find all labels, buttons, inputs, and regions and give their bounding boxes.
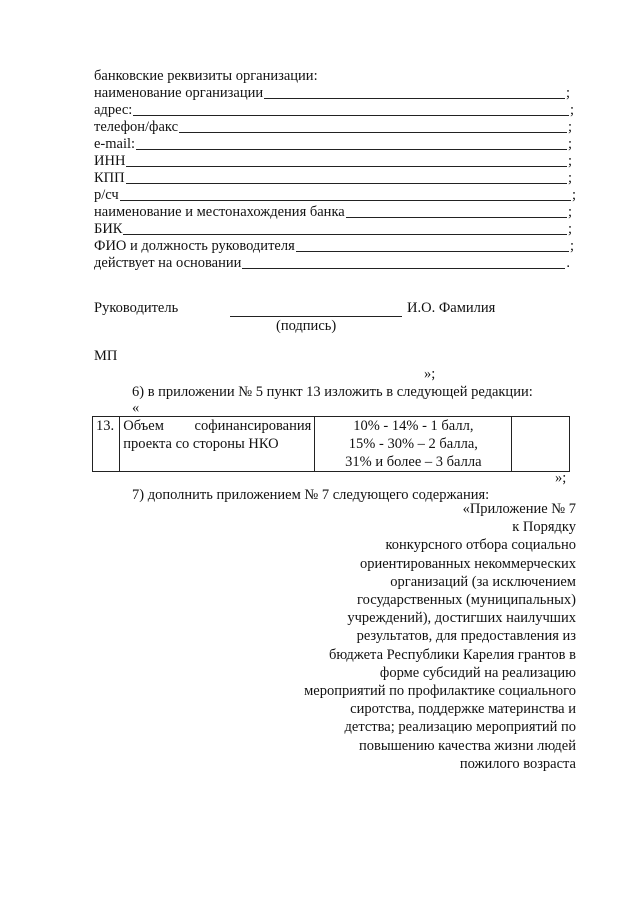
item6-text: 6) в приложении № 5 пункт 13 изложить в следующей редакции:: [132, 384, 533, 400]
appendix-line: государственных (муниципальных): [357, 592, 576, 609]
appendix-line: к Порядку: [512, 519, 576, 536]
signature-line: [230, 316, 402, 317]
requisite-fill-line: [346, 216, 567, 218]
requisite-field-end: ;: [567, 170, 572, 186]
score-line: 31% и более – 3 балла: [345, 454, 482, 470]
requisite-field-end: ;: [571, 187, 576, 203]
appendix-line: учреждений), достигших наилучших: [347, 610, 576, 627]
criteria-table: [92, 416, 570, 472]
appendix-line: ориентированных некоммерческих: [359, 555, 576, 572]
signature-caption: (подпись): [276, 318, 337, 334]
criterion-word-2: софинансирования: [194, 418, 312, 434]
item6-close-quote: »;: [555, 470, 567, 486]
item7-text: 7) дополнить приложением № 7 следующего содержания:: [132, 487, 490, 503]
requisite-field-end: ;: [567, 119, 572, 135]
appendix-line: пожилого возраста: [459, 755, 576, 772]
appendix-line: результатов, для предоставления из: [356, 628, 576, 645]
requisite-field-label: ИНН: [94, 153, 126, 169]
appendix-line: сиротства, поддержке материнства и: [350, 701, 576, 718]
requisite-fill-line: [136, 148, 567, 150]
criterion-line-2: проекта со стороны НКО: [123, 436, 279, 452]
requisite-field-label: адрес:: [94, 102, 133, 118]
requisite-field-end: ;: [569, 238, 574, 254]
requisite-field-row: [94, 170, 572, 187]
requisite-fill-line: [120, 199, 571, 201]
requisite-field-label: р/сч: [94, 187, 119, 203]
requisite-field-end: ;: [569, 102, 574, 118]
appendix-line: детства; реализацию мероприятий по: [344, 719, 576, 736]
appendix-line: повышению качества жизни людей: [359, 737, 576, 754]
requisite-field-row: [94, 119, 572, 136]
requisite-field-label: действует на основании: [94, 255, 242, 271]
requisite-field-row: [94, 85, 570, 102]
requisite-field-label: КПП: [94, 170, 125, 186]
requisite-field-end: ;: [567, 204, 572, 220]
appendix-line: форме субсидий на реализацию: [379, 664, 576, 681]
stamp-label: МП: [94, 348, 118, 364]
requisite-fill-line: [126, 165, 567, 167]
appendix-header: [304, 500, 576, 773]
requisite-field-label: телефон/факс: [94, 119, 179, 135]
signature-name: И.О. Фамилия: [407, 300, 496, 316]
requisite-field-end: ;: [567, 136, 572, 152]
requisite-fill-line: [133, 114, 569, 116]
table-row: [93, 417, 570, 472]
appendix-line: конкурсного отбора социально: [385, 537, 576, 554]
requisite-field-row: [94, 102, 574, 119]
item6-open-quote: «: [132, 400, 140, 416]
close-quote: »;: [424, 366, 436, 382]
appendix-line: бюджета Республики Карелия грантов в: [328, 646, 576, 663]
requisite-field-row: [94, 238, 574, 255]
requisite-field-row: [94, 136, 572, 153]
score-line: 15% - 30% – 2 балла,: [348, 436, 478, 452]
requisite-field-row: [94, 204, 572, 221]
requisite-field-end: ;: [567, 153, 572, 169]
table-cell-criterion: [120, 417, 315, 472]
requisite-field-label: БИК: [94, 221, 123, 237]
requisite-field-label: e-mail:: [94, 136, 136, 152]
requisite-field-label: ФИО и должность руководителя: [94, 238, 295, 254]
table-cell-empty: [512, 417, 570, 472]
requisite-field-label: наименование организации: [94, 85, 264, 101]
table-cell-scores: [315, 417, 512, 472]
requisite-fill-line: [242, 267, 565, 269]
requisites-heading: банковские реквизиты организации:: [94, 68, 318, 84]
appendix-line: «Приложение № 7: [462, 501, 576, 517]
criterion-word-1: Объем: [123, 418, 164, 434]
requisite-field-row: [94, 255, 570, 272]
requisite-field-end: ;: [565, 85, 570, 101]
requisite-field-label: наименование и местонахождения банка: [94, 204, 345, 220]
appendix-line: организаций (за исключением: [390, 573, 576, 590]
requisite-field-row: [94, 221, 572, 238]
requisite-field-end: .: [566, 255, 570, 271]
appendix-line: мероприятий по профилактике социального: [304, 683, 576, 700]
requisite-field-row: [94, 153, 572, 170]
requisite-fill-line: [264, 97, 565, 99]
requisite-fill-line: [126, 182, 567, 184]
score-line: 10% - 14% - 1 балл,: [353, 418, 474, 434]
table-cell-number: 13.: [93, 417, 120, 472]
requisite-field-end: ;: [567, 221, 572, 237]
requisite-field-row: [94, 187, 576, 204]
requisite-fill-line: [123, 233, 566, 235]
requisite-fill-line: [296, 250, 569, 252]
signature-role: Руководитель: [94, 300, 179, 316]
requisite-fill-line: [179, 131, 567, 133]
